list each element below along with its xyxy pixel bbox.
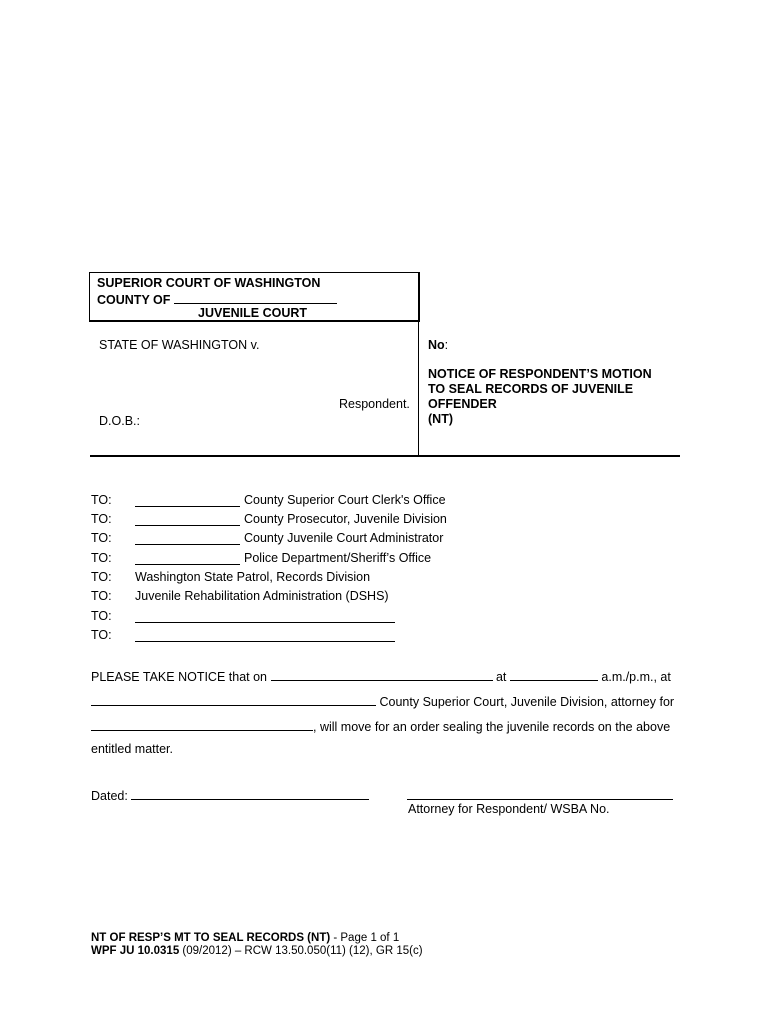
footer-title <box>91 932 423 945</box>
attorney-signature-line[interactable] <box>407 786 673 800</box>
no-text: No <box>428 338 445 352</box>
dob-label: D.O.B.: <box>99 414 140 428</box>
to-label: TO: <box>91 551 112 565</box>
to-recipient: Police Department/Sheriff’s Office <box>244 551 432 565</box>
to-recipient: Juvenile Rehabilitation Administration (DSHS) <box>135 589 389 603</box>
notice-text: County Superior Court, Juvenile Division, attorney for <box>379 695 675 709</box>
time-blank[interactable] <box>510 668 598 681</box>
notice-line-2 <box>91 693 674 709</box>
footer-form <box>91 945 423 958</box>
to-recipient: Washington State Patrol, Records Division <box>135 570 371 584</box>
county-of-label: COUNTY OF <box>97 293 171 307</box>
to-label: TO: <box>91 493 112 507</box>
to-label: TO: <box>91 531 112 545</box>
attorney-label: Attorney for Respondent/ WSBA No. <box>408 802 610 816</box>
title-line: OFFENDER <box>428 397 497 411</box>
other-recipient-blank[interactable] <box>135 609 395 623</box>
county-blank[interactable] <box>135 531 240 545</box>
to-label: TO: <box>91 589 112 603</box>
date-blank[interactable] <box>271 668 493 681</box>
no-colon: : <box>444 338 449 352</box>
county-line <box>97 291 337 307</box>
title-line: NOTICE OF RESPONDENT’S MOTION <box>428 367 652 381</box>
notice-text: a.m./p.m., at <box>601 670 671 684</box>
to-label: TO: <box>91 628 112 642</box>
to-recipient: County Juvenile Court Administrator <box>244 531 444 545</box>
county-blank[interactable] <box>91 693 376 706</box>
footer-page: - Page 1 of 1 <box>330 932 400 944</box>
to-label: TO: <box>91 570 112 584</box>
caption-bottom-rule <box>90 455 680 457</box>
notice-line-1 <box>91 668 671 684</box>
court-title: SUPERIOR COURT OF WASHINGTON <box>97 276 321 290</box>
other-recipient-blank[interactable] <box>135 628 395 642</box>
caption-divider-top <box>418 272 419 320</box>
county-blank[interactable] <box>135 512 240 526</box>
dated-line <box>91 787 369 803</box>
caption-divider <box>418 320 419 456</box>
county-blank[interactable] <box>174 291 337 304</box>
to-recipient: County Superior Court Clerk's Office <box>244 493 446 507</box>
notice-text: at <box>495 670 507 684</box>
notice-text: , will move for an order sealing the juvenile records on the above <box>313 720 671 734</box>
notice-text: PLEASE TAKE NOTICE that on <box>91 670 268 684</box>
page-footer <box>91 932 423 958</box>
to-label: TO: <box>91 609 112 623</box>
footer-title-bold: NT OF RESP’S MT TO SEAL RECORDS (NT) <box>91 932 331 944</box>
title-line: TO SEAL RECORDS OF JUVENILE <box>428 382 634 396</box>
notice-line-4: entitled matter. <box>91 742 173 756</box>
footer-form-number: WPF JU 10.0315 <box>91 945 180 957</box>
state-line: STATE OF WASHINGTON v. <box>99 338 260 352</box>
dated-label: Dated: <box>91 789 128 803</box>
respondent-label: Respondent. <box>339 397 410 411</box>
attorney-name-blank[interactable] <box>91 718 313 731</box>
case-number-label <box>428 338 448 352</box>
county-blank[interactable] <box>135 493 240 507</box>
to-label: TO: <box>91 512 112 526</box>
dated-blank[interactable] <box>131 787 369 800</box>
title-line: (NT) <box>428 412 453 426</box>
document-title <box>428 367 652 427</box>
to-recipient: County Prosecutor, Juvenile Division <box>244 512 447 526</box>
notice-line-3 <box>91 718 670 734</box>
juvenile-court-label: JUVENILE COURT <box>198 306 308 320</box>
footer-form-citation: (09/2012) – RCW 13.50.050(11) (12), GR 15(c) <box>179 945 423 957</box>
police-blank[interactable] <box>135 551 240 565</box>
